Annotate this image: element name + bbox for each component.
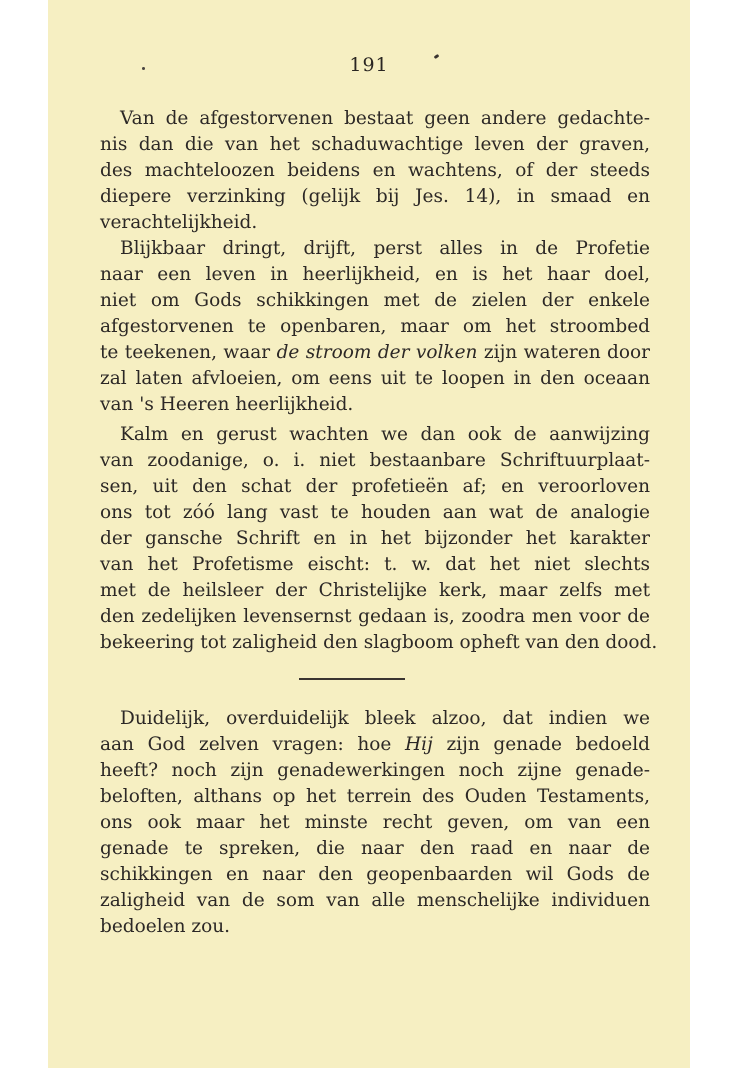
text-line: nis dan die van het schaduwachtige leven der graven, xyxy=(100,134,650,155)
italic-phrase: de stroom der volken xyxy=(276,342,478,363)
page-number: 191 xyxy=(349,54,389,76)
text-line: ons ook maar het minste recht geven, om van een xyxy=(100,812,650,833)
text-line: sen, uit den schat der profetieën af; en veroorloven xyxy=(100,476,650,497)
text-line xyxy=(100,340,650,366)
text-line: met de heilsleer der Christelijke kerk, maar zelfs met xyxy=(100,580,650,601)
text-segment: zijn wateren door xyxy=(483,342,650,363)
text-line: schikkingen en naar den geopenbaarden wil Gods de xyxy=(100,864,650,885)
paragraph-3 xyxy=(100,422,658,656)
text-line: niet om Gods schikkingen met de zielen der enkele xyxy=(100,290,650,311)
text-line: afgestorvenen te openbaren, maar om het stroombed xyxy=(100,316,650,337)
text-line: beloften, althans op het terrein des Ouden Testaments, xyxy=(100,786,650,807)
text-line: bedoelen zou. xyxy=(100,916,231,937)
paragraph-2 xyxy=(100,236,650,418)
text-line: diepere verzinking (gelijk bij Jes. 14), in smaad en xyxy=(100,186,650,207)
text-line: verachtelijkheid. xyxy=(100,212,258,233)
text-line: genade te spreken, die naar den raad en naar de xyxy=(100,838,650,859)
book-page xyxy=(48,0,690,1068)
text-line: zal laten afvloeien, om eens uit te loopen in den oceaan xyxy=(100,368,650,389)
text-line: zaligheid van de som van alle menschelijke individuen xyxy=(100,890,650,911)
text-line: den zedelijken levensernst gedaan is, zoodra men voor de xyxy=(100,606,650,627)
text-line: bekeering tot zaligheid den slagboom opheft van den dood. xyxy=(100,632,658,653)
text-line: Duidelijk, overduidelijk bleek alzoo, dat indien we xyxy=(120,708,650,729)
text-line: van het Profetisme eischt: t. w. dat het niet slechts xyxy=(100,554,650,575)
text-line: Blijkbaar dringt, drijft, perst alles in de Profetie xyxy=(120,238,650,259)
italic-word: Hij xyxy=(405,734,433,755)
text-line: naar een leven in heerlijkheid, en is het haar doel, xyxy=(100,264,650,285)
text-line xyxy=(100,732,650,758)
paragraph-4 xyxy=(100,706,650,940)
paragraph-1 xyxy=(100,106,650,236)
text-line: Kalm en gerust wachten we dan ook de aanwijzing xyxy=(120,424,650,445)
text-segment: te teekenen, waar xyxy=(100,342,271,363)
text-line: des machteloozen beidens en wachtens, of der steeds xyxy=(100,160,650,181)
text-segment: aan God zelven vragen: hoe xyxy=(100,734,392,755)
text-line: der gansche Schrift en in het bijzonder het karakter xyxy=(100,528,650,549)
text-line: van 's Heeren heerlijkheid. xyxy=(100,394,354,415)
text-segment: zijn genade bedoeld xyxy=(446,734,650,755)
section-divider xyxy=(299,678,405,680)
text-line: heeft? noch zijn genadewerkingen noch zijne genade- xyxy=(100,760,650,781)
text-line: van zoodanige, o. i. niet bestaanbare Schriftuurplaat- xyxy=(100,450,650,471)
text-line: Van de afgestorvenen bestaat geen andere gedachte- xyxy=(120,108,650,129)
text-line: ons tot zóó lang vast te houden aan wat de analogie xyxy=(100,502,650,523)
